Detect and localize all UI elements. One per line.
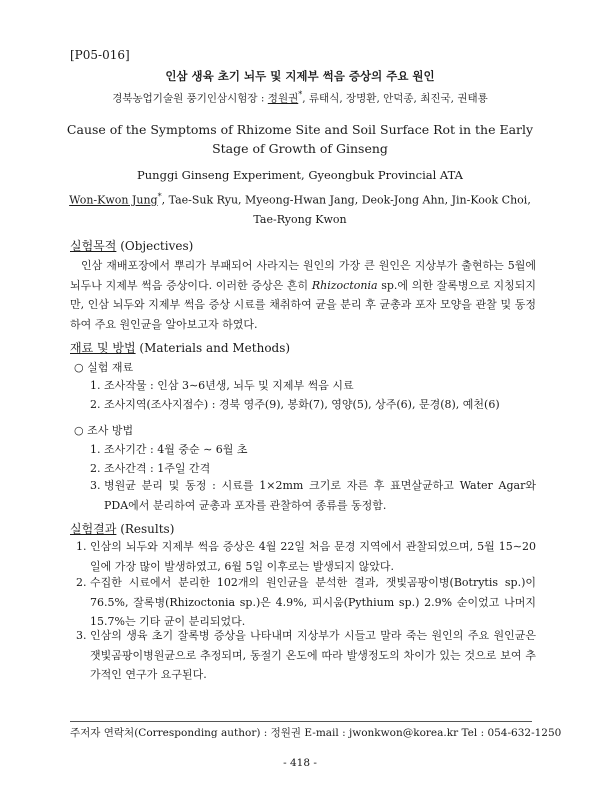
- methods-heading-en: (Materials and Methods): [135, 341, 291, 355]
- results-heading-en: (Results): [116, 522, 175, 536]
- objectives-heading: [70, 237, 193, 254]
- results-item-number: 2.: [76, 576, 87, 589]
- paper-code: [P05-016]: [70, 48, 130, 62]
- results-heading: [70, 520, 174, 537]
- methods-subheading-2: ○ 조사 방법: [74, 424, 134, 437]
- results-item-text: 인삼의 뇌두와 지제부 썩음 증상은 4월 22일 처음 문경 지역에서 관찰되었으며, 5월 15∼20일에 가장 많이 발생하였고, 6월 5일 이후로는 발생되지 않았다.: [90, 540, 536, 573]
- objectives-text-a: 인삼 재배포장에서 뿌리가 부패되어 사라지는 원인의 가장 큰 원인은 지상부가 출현하는 5월에 뇌두나 지제부 썩음 증상이다. 이러한 증상은 흔히: [70, 259, 536, 292]
- authors-english-line-1: [60, 187, 540, 210]
- results-item: [76, 573, 536, 631]
- methods-item-3: [90, 476, 536, 516]
- corresponding-author-english: Won-Kwon Jung: [69, 193, 158, 207]
- authors-korean: [60, 90, 540, 106]
- methods-item: 1. 조사작물 : 인삼 3∼6년생, 뇌두 및 지제부 썩음 시료: [90, 379, 354, 392]
- results-item: [76, 626, 536, 686]
- title-english-line-2: Stage of Growth of Ginseng: [212, 141, 388, 156]
- authors-korean-prefix: 경북농업기술원 풍기인삼시험장 :: [112, 92, 268, 105]
- methods-heading: [70, 339, 290, 356]
- results-item-number: 1.: [76, 540, 87, 553]
- methods-heading-ko: 재료 및 방법: [70, 341, 136, 355]
- title-english-line-1: Cause of the Symptoms of Rhizome Site and Soil Surface Rot in the Early: [66, 122, 534, 137]
- objectives-heading-en: (Objectives): [116, 239, 194, 253]
- methods-item-3-text: 병원균 분리 및 동정 : 시료를 1×2mm 크기로 자른 후 표면살균하고 Water Agar와 PDA에서 분리하여 균총과 포자를 관찰하여 종류를 동정함.: [104, 479, 536, 512]
- methods-item: 2. 조사지역(조사지점수) : 경북 영주(9), 봉화(7), 영양(5), 상주(6), 문경(8), 예천(6): [90, 398, 500, 411]
- affiliation-english: Punggi Ginseng Experiment, Gyeongbuk Provincial ATA: [137, 168, 463, 182]
- results-item-number: 3.: [76, 629, 87, 642]
- authors-english: [60, 187, 540, 229]
- results-item: [76, 537, 536, 577]
- methods-item-3-number: 3.: [90, 479, 101, 492]
- objectives-heading-ko: 실험목적: [70, 239, 117, 253]
- results-heading-ko: 실험결과: [70, 522, 117, 536]
- methods-item: 2. 조사간격 : 1주일 간격: [90, 462, 211, 475]
- methods-item: 1. 조사기간 : 4월 중순 ∼ 6월 초: [90, 443, 248, 456]
- objectives-text: [70, 256, 536, 334]
- results-item-text: 인삼의 생육 초기 잘록병 증상을 나타내며 지상부가 시들고 말라 죽는 원인의 주요 원인균은 잿빛곰팡이병원균으로 추정되며, 동절기 온도에 따라 발생정도의 차이가 있는 것으로 보여 추가적인 연구가 요구된다.: [90, 629, 536, 681]
- authors-korean-rest: , 류태식, 장명환, 안덕종, 최진국, 권태룡: [302, 92, 488, 105]
- methods-subheading-1: ○ 실험 재료: [74, 361, 134, 374]
- objectives-text-italic: Rhizoctonia: [311, 278, 378, 292]
- corresponding-mark: *: [298, 90, 303, 99]
- title-korean: 인삼 생육 초기 뇌두 및 지제부 썩음 증상의 주요 원인: [165, 69, 435, 83]
- footnote-divider: [70, 721, 532, 722]
- corresponding-author-contact: 주저자 연락처(Corresponding author) : 정원권 E-mail : jwonkwon@korea.kr Tel : 054-632-1250: [70, 727, 562, 739]
- page-number: - 418 -: [283, 757, 317, 769]
- objectives-text-b: sp.에 의한 잘록병으로 지칭되지만, 인삼 뇌두와 지제부 썩음 증상 시료를 채취하여 균을 분리 후 균총과 포자 모양을 관찰 및 동정하여 주요 원인균을 알아보고자 하였다.: [70, 278, 536, 331]
- title-english: [60, 120, 540, 158]
- authors-english-line-2: Tae-Ryong Kwon: [253, 212, 347, 226]
- authors-english-rest-1: , Tae-Suk Ryu, Myeong-Hwan Jang, Deok-Jong Ahn, Jin-Kook Choi,: [161, 193, 531, 207]
- results-item-text: 수집한 시료에서 분리한 102개의 원인균을 분석한 결과, 잿빛곰팡이병(Botrytis sp.)이 76.5%, 잘록병(Rhizoctonia sp.)은 4.9%, 피시움(Pythium sp.) 2.9% 순이었고 나머지 15.7%는 기타 균이 분리되었다.: [90, 576, 536, 628]
- corresponding-mark-english: *: [157, 192, 162, 201]
- corresponding-author-korean: 정원권: [267, 92, 299, 105]
